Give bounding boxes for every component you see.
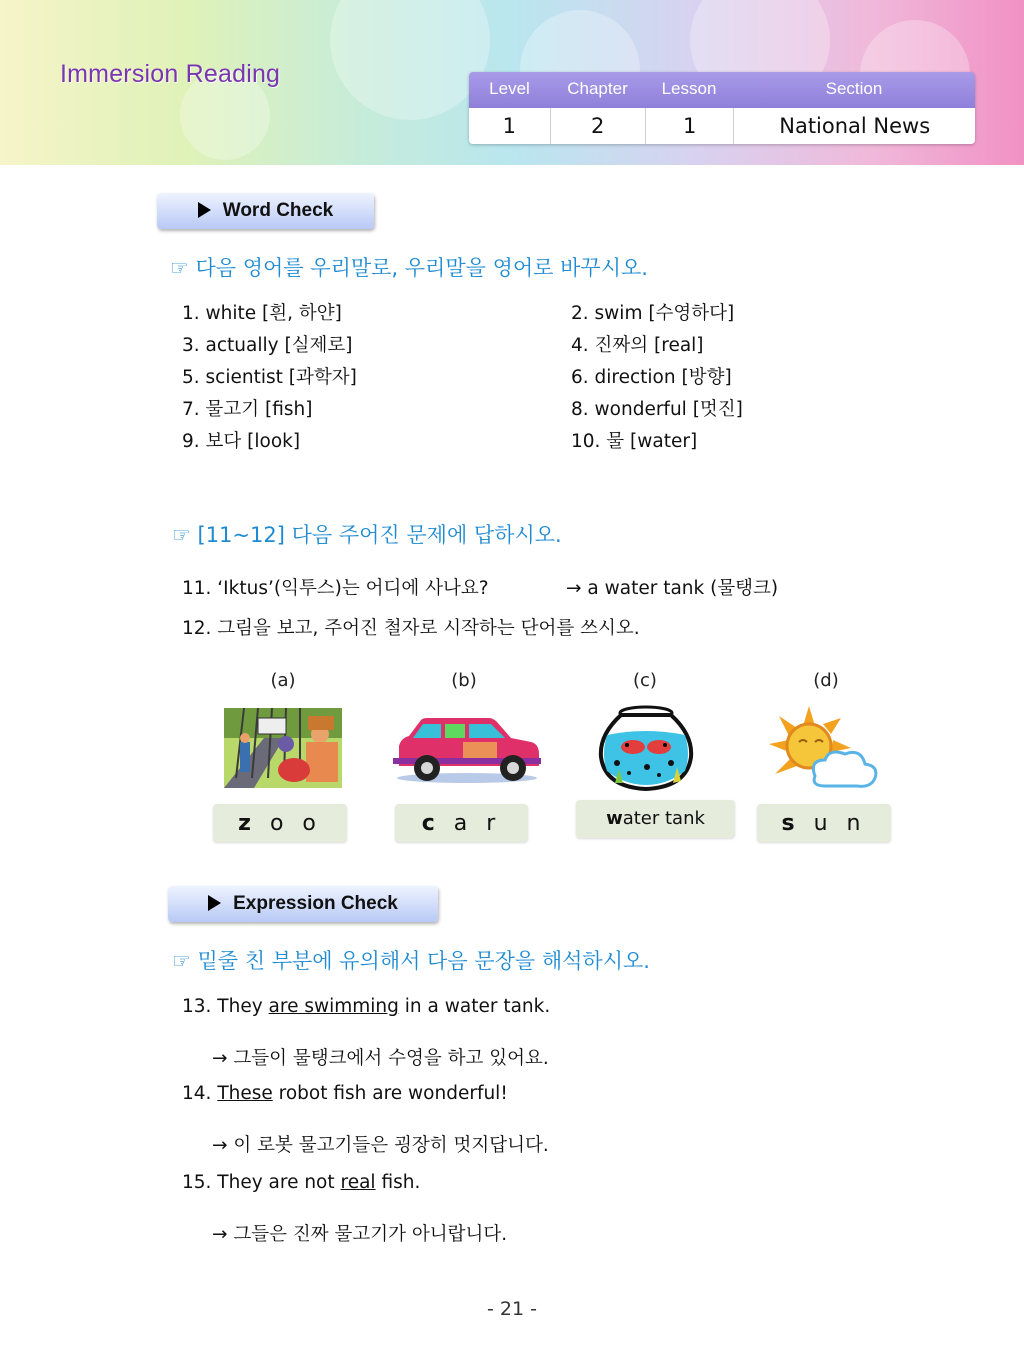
vocab-item: 3. actually [실제로] <box>182 335 353 356</box>
fishbowl-image <box>597 705 695 791</box>
answer-rest: u n <box>813 811 867 836</box>
expression-check-instruction: ☞ 밑줄 친 부분에 유의해서 다음 문장을 해석하시오. <box>172 949 650 973</box>
sentence-text: in a water tank. <box>398 996 551 1017</box>
car-image <box>393 716 541 786</box>
answer-box-a <box>213 804 347 842</box>
answer-first-letter: z <box>238 811 257 836</box>
answer-rest: ater tank <box>622 808 705 829</box>
lesson-header: Lesson <box>661 79 717 98</box>
expression-answer-13: → 그들이 물탱크에서 수영을 하고 있어요. <box>212 1048 549 1069</box>
underlined-phrase: are swimming <box>268 996 399 1017</box>
header-banner <box>0 0 1024 165</box>
picture-label-d: (d) <box>813 670 839 691</box>
underlined-phrase: These <box>217 1083 273 1104</box>
vocab-item: 2. swim [수영하다] <box>571 303 735 324</box>
level-value: 1 <box>469 108 551 144</box>
sentence-text: 13. They <box>182 996 269 1017</box>
answer-first-letter: c <box>421 811 441 836</box>
expression-answer-14: → 이 로봇 물고기들은 굉장히 멋지답니다. <box>212 1135 549 1156</box>
vocab-item: 1. white [흰, 하얀] <box>182 303 342 324</box>
underlined-phrase: real <box>340 1172 376 1193</box>
chapter-header: Chapter <box>567 79 628 98</box>
vocab-item: 6. direction [방향] <box>571 367 732 388</box>
word-check-label: Word Check <box>222 200 334 221</box>
play-triangle-icon <box>198 202 211 218</box>
vocab-item: 9. 보다 [look] <box>182 431 301 452</box>
section-value: National News <box>779 114 931 138</box>
page-number: - 21 - <box>487 1298 537 1320</box>
vocab-item: 8. wonderful [멋진] <box>571 399 743 420</box>
expression-check-label: Expression Check <box>233 893 398 914</box>
picture-label-b: (b) <box>451 670 477 691</box>
lesson-value: 1 <box>646 108 734 144</box>
answer-rest: o o <box>269 811 322 836</box>
play-triangle-icon <box>208 895 221 911</box>
expression-sentence-15 <box>182 1172 420 1193</box>
sentence-text: 14. <box>182 1083 218 1104</box>
picture-label-c: (c) <box>633 670 657 691</box>
vocab-item: 4. 진짜의 [real] <box>571 335 704 356</box>
word-check-heading <box>157 193 374 229</box>
expression-sentence-13 <box>182 996 550 1017</box>
chapter-value: 2 <box>551 108 646 144</box>
word-check-instruction: ☞ 다음 영어를 우리말로, 우리말을 영어로 바꾸시오. <box>170 256 648 280</box>
questions-instruction: ☞ [11~12] 다음 주어진 문제에 답하시오. <box>172 523 562 547</box>
section-header: Section <box>825 79 883 98</box>
lesson-info-values <box>469 108 975 144</box>
picture-label-a: (a) <box>270 670 296 691</box>
answer-rest: a r <box>453 811 502 836</box>
expression-answer-15: → 그들은 진짜 물고기가 아니랍니다. <box>212 1224 508 1245</box>
expression-sentence-14 <box>182 1083 508 1104</box>
question-11: 11. ‘Iktus’(익투스)는 어디에 사나요? <box>182 578 489 599</box>
level-header: Level <box>489 79 530 98</box>
answer-box-c <box>576 800 735 838</box>
vocab-item: 10. 물 [water] <box>571 431 698 452</box>
sentence-text: fish. <box>375 1172 421 1193</box>
question-11-answer: → a water tank (물탱크) <box>566 578 779 599</box>
expression-check-heading <box>168 886 438 922</box>
sun-cloud-image <box>765 704 879 790</box>
answer-first-letter: w <box>606 808 623 829</box>
zoo-image <box>224 708 342 788</box>
lesson-info-table <box>469 72 975 144</box>
sentence-text: 15. They are not <box>182 1172 341 1193</box>
answer-box-b <box>395 804 528 842</box>
sentence-text: robot fish are wonderful! <box>272 1083 508 1104</box>
brand-title: Immersion Reading <box>60 60 281 88</box>
vocab-item: 5. scientist [과학자] <box>182 367 357 388</box>
answer-box-d <box>757 804 891 842</box>
vocab-item: 7. 물고기 [fish] <box>182 399 313 420</box>
lesson-info-header <box>469 72 975 108</box>
answer-first-letter: s <box>781 811 801 836</box>
question-12: 12. 그림을 보고, 주어진 철자로 시작하는 단어를 쓰시오. <box>182 618 640 639</box>
